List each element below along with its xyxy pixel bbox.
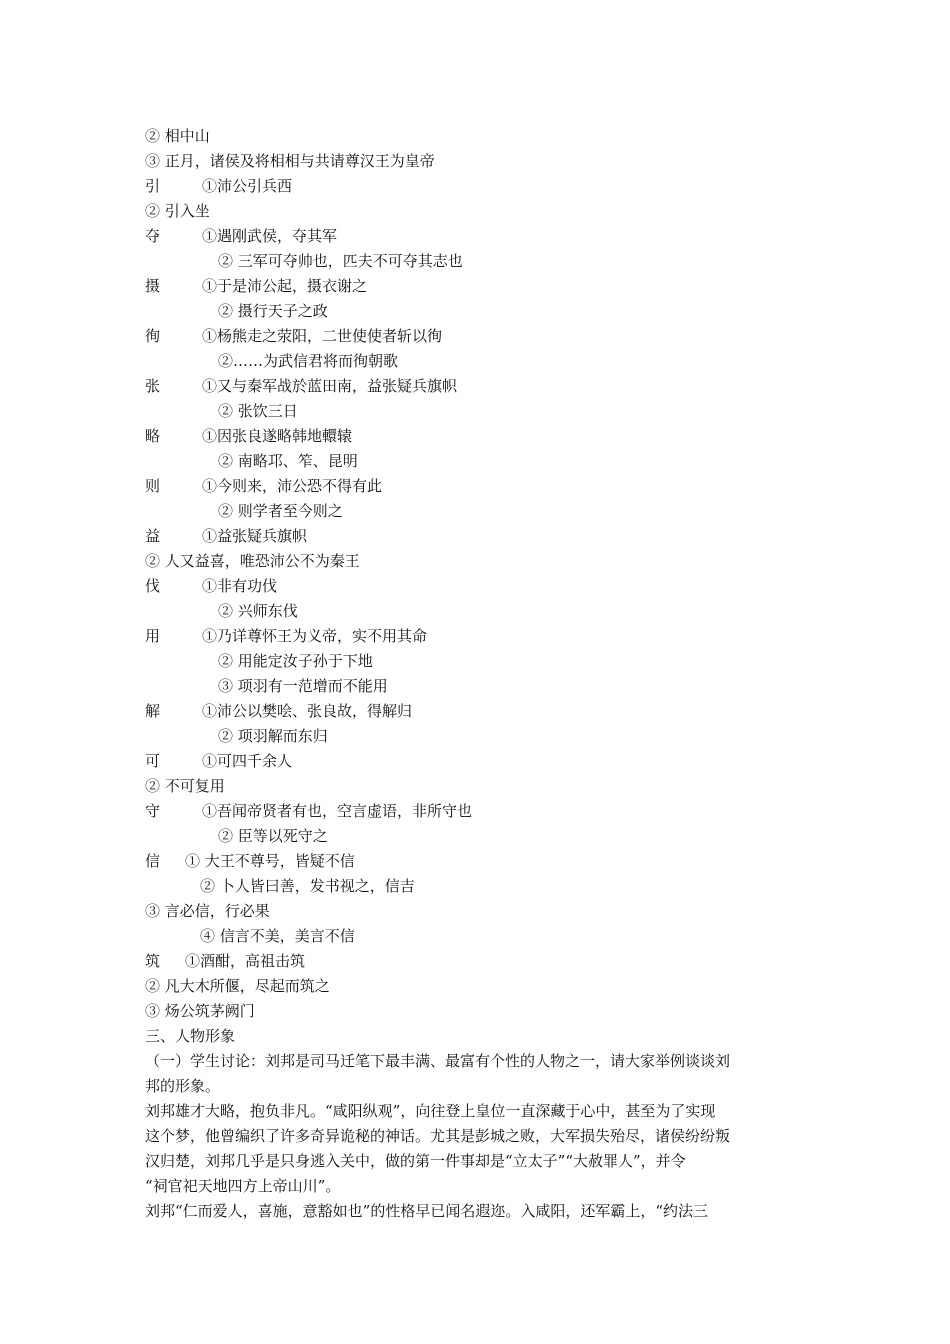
line-text: ② 卜人皆曰善，发书视之，信吉 [200, 877, 415, 895]
document-line [145, 324, 805, 349]
document-line [145, 424, 805, 449]
paragraph [145, 1199, 805, 1224]
document-line [145, 174, 805, 199]
vocab-term: 引 [145, 177, 161, 195]
line-text: ② 则学者至今则之 [218, 502, 343, 520]
paragraph [145, 1049, 805, 1099]
paragraph-line: 邦的形象。 [145, 1077, 221, 1095]
line-text: ③ 正月，诸侯及将相相与共请尊汉王为皇帝 [145, 152, 435, 170]
discussion-section [145, 1049, 805, 1224]
document-line [145, 299, 805, 324]
line-text: ② 人又益喜，唯恐沛公不为秦王 [145, 552, 360, 570]
document-line [145, 674, 805, 699]
vocab-term: 筑 [145, 952, 161, 970]
paragraph-line: “祠官祀天地四方上帝山川”。 [145, 1177, 341, 1195]
line-text: ③ 炀公筑茅阙门 [145, 1002, 255, 1020]
document-page [145, 124, 805, 1224]
line-text: ①今则来，沛公恐不得有此 [202, 477, 383, 495]
line-text: ③ 言必信，行必果 [145, 902, 270, 920]
line-text: ①沛公引兵西 [202, 177, 293, 195]
line-text: ② 兴师东伐 [218, 602, 298, 620]
document-line [145, 999, 805, 1024]
line-text: ①沛公以樊哙、张良故，得解归 [202, 702, 413, 720]
document-line [145, 449, 805, 474]
document-line [145, 749, 805, 774]
document-line [145, 824, 805, 849]
vocab-term: 夺 [145, 227, 161, 245]
document-line [145, 949, 805, 974]
line-text: ② 摄行天子之政 [218, 302, 328, 320]
paragraph-line: 这个梦，他曾编织了许多奇异诡秘的神话。尤其是彭城之败，大军损失殆尽，诸侯纷纷叛 [145, 1127, 731, 1145]
document-line [145, 624, 805, 649]
line-text: ②……为武信君将而徇朝歌 [218, 352, 399, 370]
document-line [145, 924, 805, 949]
line-text: ② 相中山 [145, 127, 210, 145]
vocab-term: 可 [145, 752, 161, 770]
document-line [145, 274, 805, 299]
line-text: ② 张饮三日 [218, 402, 298, 420]
document-line [145, 649, 805, 674]
line-text: ①非有功伐 [202, 577, 278, 595]
document-line [145, 499, 805, 524]
vocab-term: 略 [145, 427, 161, 445]
line-text: 三、人物形象 [145, 1027, 236, 1045]
line-text: ①酒酣，高祖击筑 [185, 952, 306, 970]
document-line [145, 899, 805, 924]
document-line [145, 199, 805, 224]
line-text: ①因张良遂略韩地轘辕 [202, 427, 353, 445]
document-line [145, 799, 805, 824]
document-line [145, 399, 805, 424]
document-line [145, 724, 805, 749]
document-line [145, 874, 805, 899]
document-line [145, 374, 805, 399]
paragraph [145, 1099, 805, 1199]
vocab-term: 用 [145, 627, 161, 645]
line-text: ①于是沛公起，摄衣谢之 [202, 277, 368, 295]
vocab-term: 解 [145, 702, 161, 720]
document-line [145, 699, 805, 724]
line-text: ② 南略邛、笮、昆明 [218, 452, 358, 470]
vocab-term: 伐 [145, 577, 161, 595]
document-line [145, 599, 805, 624]
document-line [145, 974, 805, 999]
line-text: ② 不可复用 [145, 777, 225, 795]
line-text: ② 臣等以死守之 [218, 827, 328, 845]
document-line [145, 124, 805, 149]
document-line [145, 1024, 805, 1049]
line-text: ① 大王不尊号，皆疑不信 [185, 852, 355, 870]
document-line [145, 574, 805, 599]
paragraph-line: 刘邦雄才大略，抱负非凡。“咸阳纵观”，向往登上皇位一直深藏于心中，甚至为了实现 [145, 1102, 716, 1120]
document-line [145, 349, 805, 374]
vocab-term: 益 [145, 527, 161, 545]
document-line [145, 249, 805, 274]
line-text: ④ 信言不美，美言不信 [200, 927, 355, 945]
vocab-term: 徇 [145, 327, 161, 345]
document-line [145, 524, 805, 549]
vocabulary-list [145, 124, 805, 1049]
vocab-term: 守 [145, 802, 161, 820]
vocab-term: 信 [145, 852, 161, 870]
vocab-term: 张 [145, 377, 161, 395]
line-text: ①乃详尊怀王为义帝，实不用其命 [202, 627, 428, 645]
document-line [145, 149, 805, 174]
line-text: ② 用能定汝子孙于下地 [218, 652, 373, 670]
document-line [145, 549, 805, 574]
line-text: ③ 项羽有一范增而不能用 [218, 677, 388, 695]
paragraph-line: 汉归楚，刘邦几乎是只身逃入关中，做的第一件事却是“立太子”“大赦罪人”，并令 [145, 1152, 686, 1170]
paragraph-line: （一）学生讨论：刘邦是司马迁笔下最丰满、最富有个性的人物之一，请大家举例谈谈刘 [145, 1052, 731, 1070]
paragraph-line: 刘邦“仁而爱人，喜施，意豁如也”的性格早已闻名遐迩。入咸阳，还军霸上，“约法三 [145, 1202, 709, 1220]
document-line [145, 774, 805, 799]
line-text: ①吾闻帝贤者有也，空言虚语，非所守也 [202, 802, 473, 820]
line-text: ①杨熊走之荥阳，二世使使者斩以徇 [202, 327, 443, 345]
line-text: ② 项羽解而东归 [218, 727, 328, 745]
line-text: ①又与秦军战於蓝田南，益张疑兵旗帜 [202, 377, 458, 395]
line-text: ② 三军可夺帅也，匹夫不可夺其志也 [218, 252, 463, 270]
line-text: ①益张疑兵旗帜 [202, 527, 308, 545]
document-line [145, 474, 805, 499]
line-text: ② 引入坐 [145, 202, 210, 220]
document-line [145, 224, 805, 249]
line-text: ①可四千余人 [202, 752, 293, 770]
vocab-term: 摄 [145, 277, 161, 295]
line-text: ①遇刚武侯，夺其军 [202, 227, 338, 245]
line-text: ② 凡大木所偃，尽起而筑之 [145, 977, 330, 995]
document-line [145, 849, 805, 874]
vocab-term: 则 [145, 477, 161, 495]
